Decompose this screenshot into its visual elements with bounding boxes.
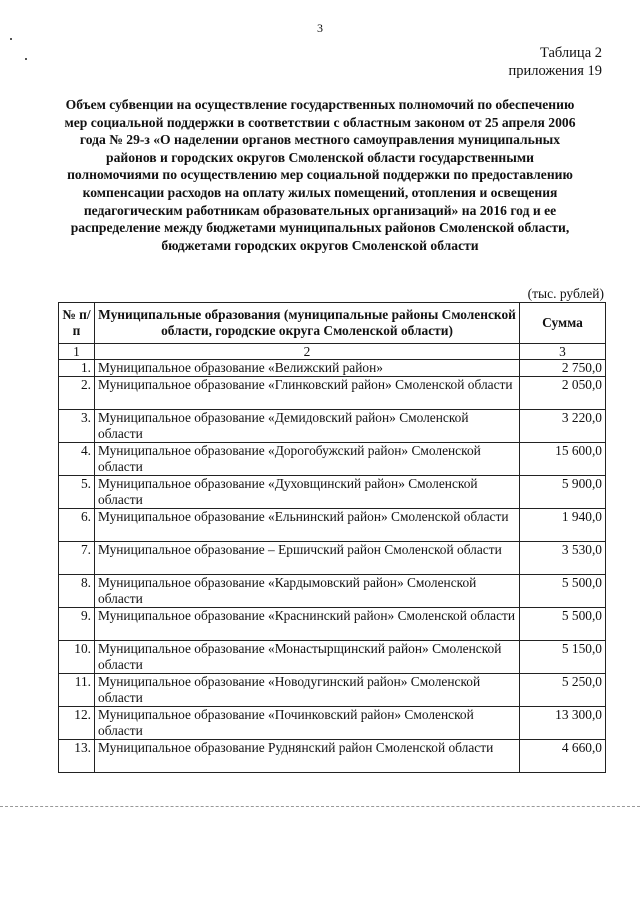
table-row [59,575,606,608]
units-label: (тыс. рублей) [527,286,604,301]
row-name: Муниципальное образование «Велижский район» [95,360,520,377]
row-name: Муниципальное образование «Монастырщинский район» Смоленской области [95,641,520,674]
row-name: Муниципальное образование «Дорогобужский район» Смоленской области [95,443,520,476]
table-row [59,476,606,509]
row-sum: 3 530,0 [520,542,606,575]
row-sum: 5 250,0 [520,674,606,707]
table-row [59,674,606,707]
row-sum: 1 940,0 [520,509,606,542]
row-sum: 5 900,0 [520,476,606,509]
scan-speck [10,38,12,40]
row-sum: 2 750,0 [520,360,606,377]
row-sum: 15 600,0 [520,443,606,476]
row-number: 13. [59,740,95,773]
table-header-row [59,303,606,344]
document-title: Объем субвенции на осуществление государственных полномочий по обеспечению мер социальной поддержки в соответствии с областным законом от 25 апреля 2006 года № 29-з «О наделении органов местного самоуправления муниципальных районов и городских округов Смоленской области государственными полномочиями по осуществлению мер социальной поддержки по предоставлению компенсации расходов на оплату жилых помещений, отопления и освещения педагогическим работникам образовательных организаций» на 2016 год и ее распределение между бюджетами муниципальных районов Смоленской области, бюджетами городских округов Смоленской области [64,97,576,253]
table-row [59,443,606,476]
table-row [59,707,606,740]
row-name: Муниципальное образование «Демидовский район» Смоленской области [95,410,520,443]
table-row [59,410,606,443]
table-row [59,360,606,377]
row-name: Муниципальное образование Руднянский район Смоленской области [95,740,520,773]
row-sum: 2 050,0 [520,377,606,410]
table-caption [509,44,602,80]
row-number: 2. [59,377,95,410]
table-row [59,608,606,641]
caption-appendix-label: приложения 19 [508,63,602,79]
header-name: Муниципальные образования (муниципальные районы Смоленской области, городские округа Смоленской области) [95,303,520,344]
row-name: Муниципальное образование «Починковский район» Смоленской области [95,707,520,740]
row-number: 11. [59,674,95,707]
row-number: 6. [59,509,95,542]
row-name: Муниципальное образование «Ельнинский район» Смоленской области [95,509,520,542]
scan-speck [25,58,27,60]
row-name: Муниципальное образование – Ершичский район Смоленской области [95,542,520,575]
header-sum: Сумма [520,303,606,344]
subsidy-table [58,302,606,773]
row-number: 1. [59,360,95,377]
row-number: 12. [59,707,95,740]
header-num: № п/п [59,303,95,344]
caption-table-label: Таблица 2 [539,45,602,61]
row-name: Муниципальное образование «Кардымовский район» Смоленской области [95,575,520,608]
table-row [59,740,606,773]
index-cell: 1 [59,344,95,360]
row-number: 9. [59,608,95,641]
table-row [59,542,606,575]
table-row [59,641,606,674]
table-index-row [59,344,606,360]
page-cut-line [0,806,640,807]
row-sum: 13 300,0 [520,707,606,740]
index-cell: 3 [520,344,606,360]
row-number: 7. [59,542,95,575]
index-cell: 2 [95,344,520,360]
row-sum: 5 150,0 [520,641,606,674]
row-sum: 5 500,0 [520,608,606,641]
row-name: Муниципальное образование «Глинковский район» Смоленской области [95,377,520,410]
row-name: Муниципальное образование «Духовщинский район» Смоленской области [95,476,520,509]
row-sum: 4 660,0 [520,740,606,773]
row-sum: 5 500,0 [520,575,606,608]
row-sum: 3 220,0 [520,410,606,443]
row-number: 3. [59,410,95,443]
row-number: 5. [59,476,95,509]
table-row [59,377,606,410]
table-row [59,509,606,542]
row-name: Муниципальное образование «Краснинский район» Смоленской области [95,608,520,641]
row-number: 4. [59,443,95,476]
page-number: 3 [317,21,323,35]
row-name: Муниципальное образование «Новодугинский район» Смоленской области [95,674,520,707]
row-number: 8. [59,575,95,608]
row-number: 10. [59,641,95,674]
